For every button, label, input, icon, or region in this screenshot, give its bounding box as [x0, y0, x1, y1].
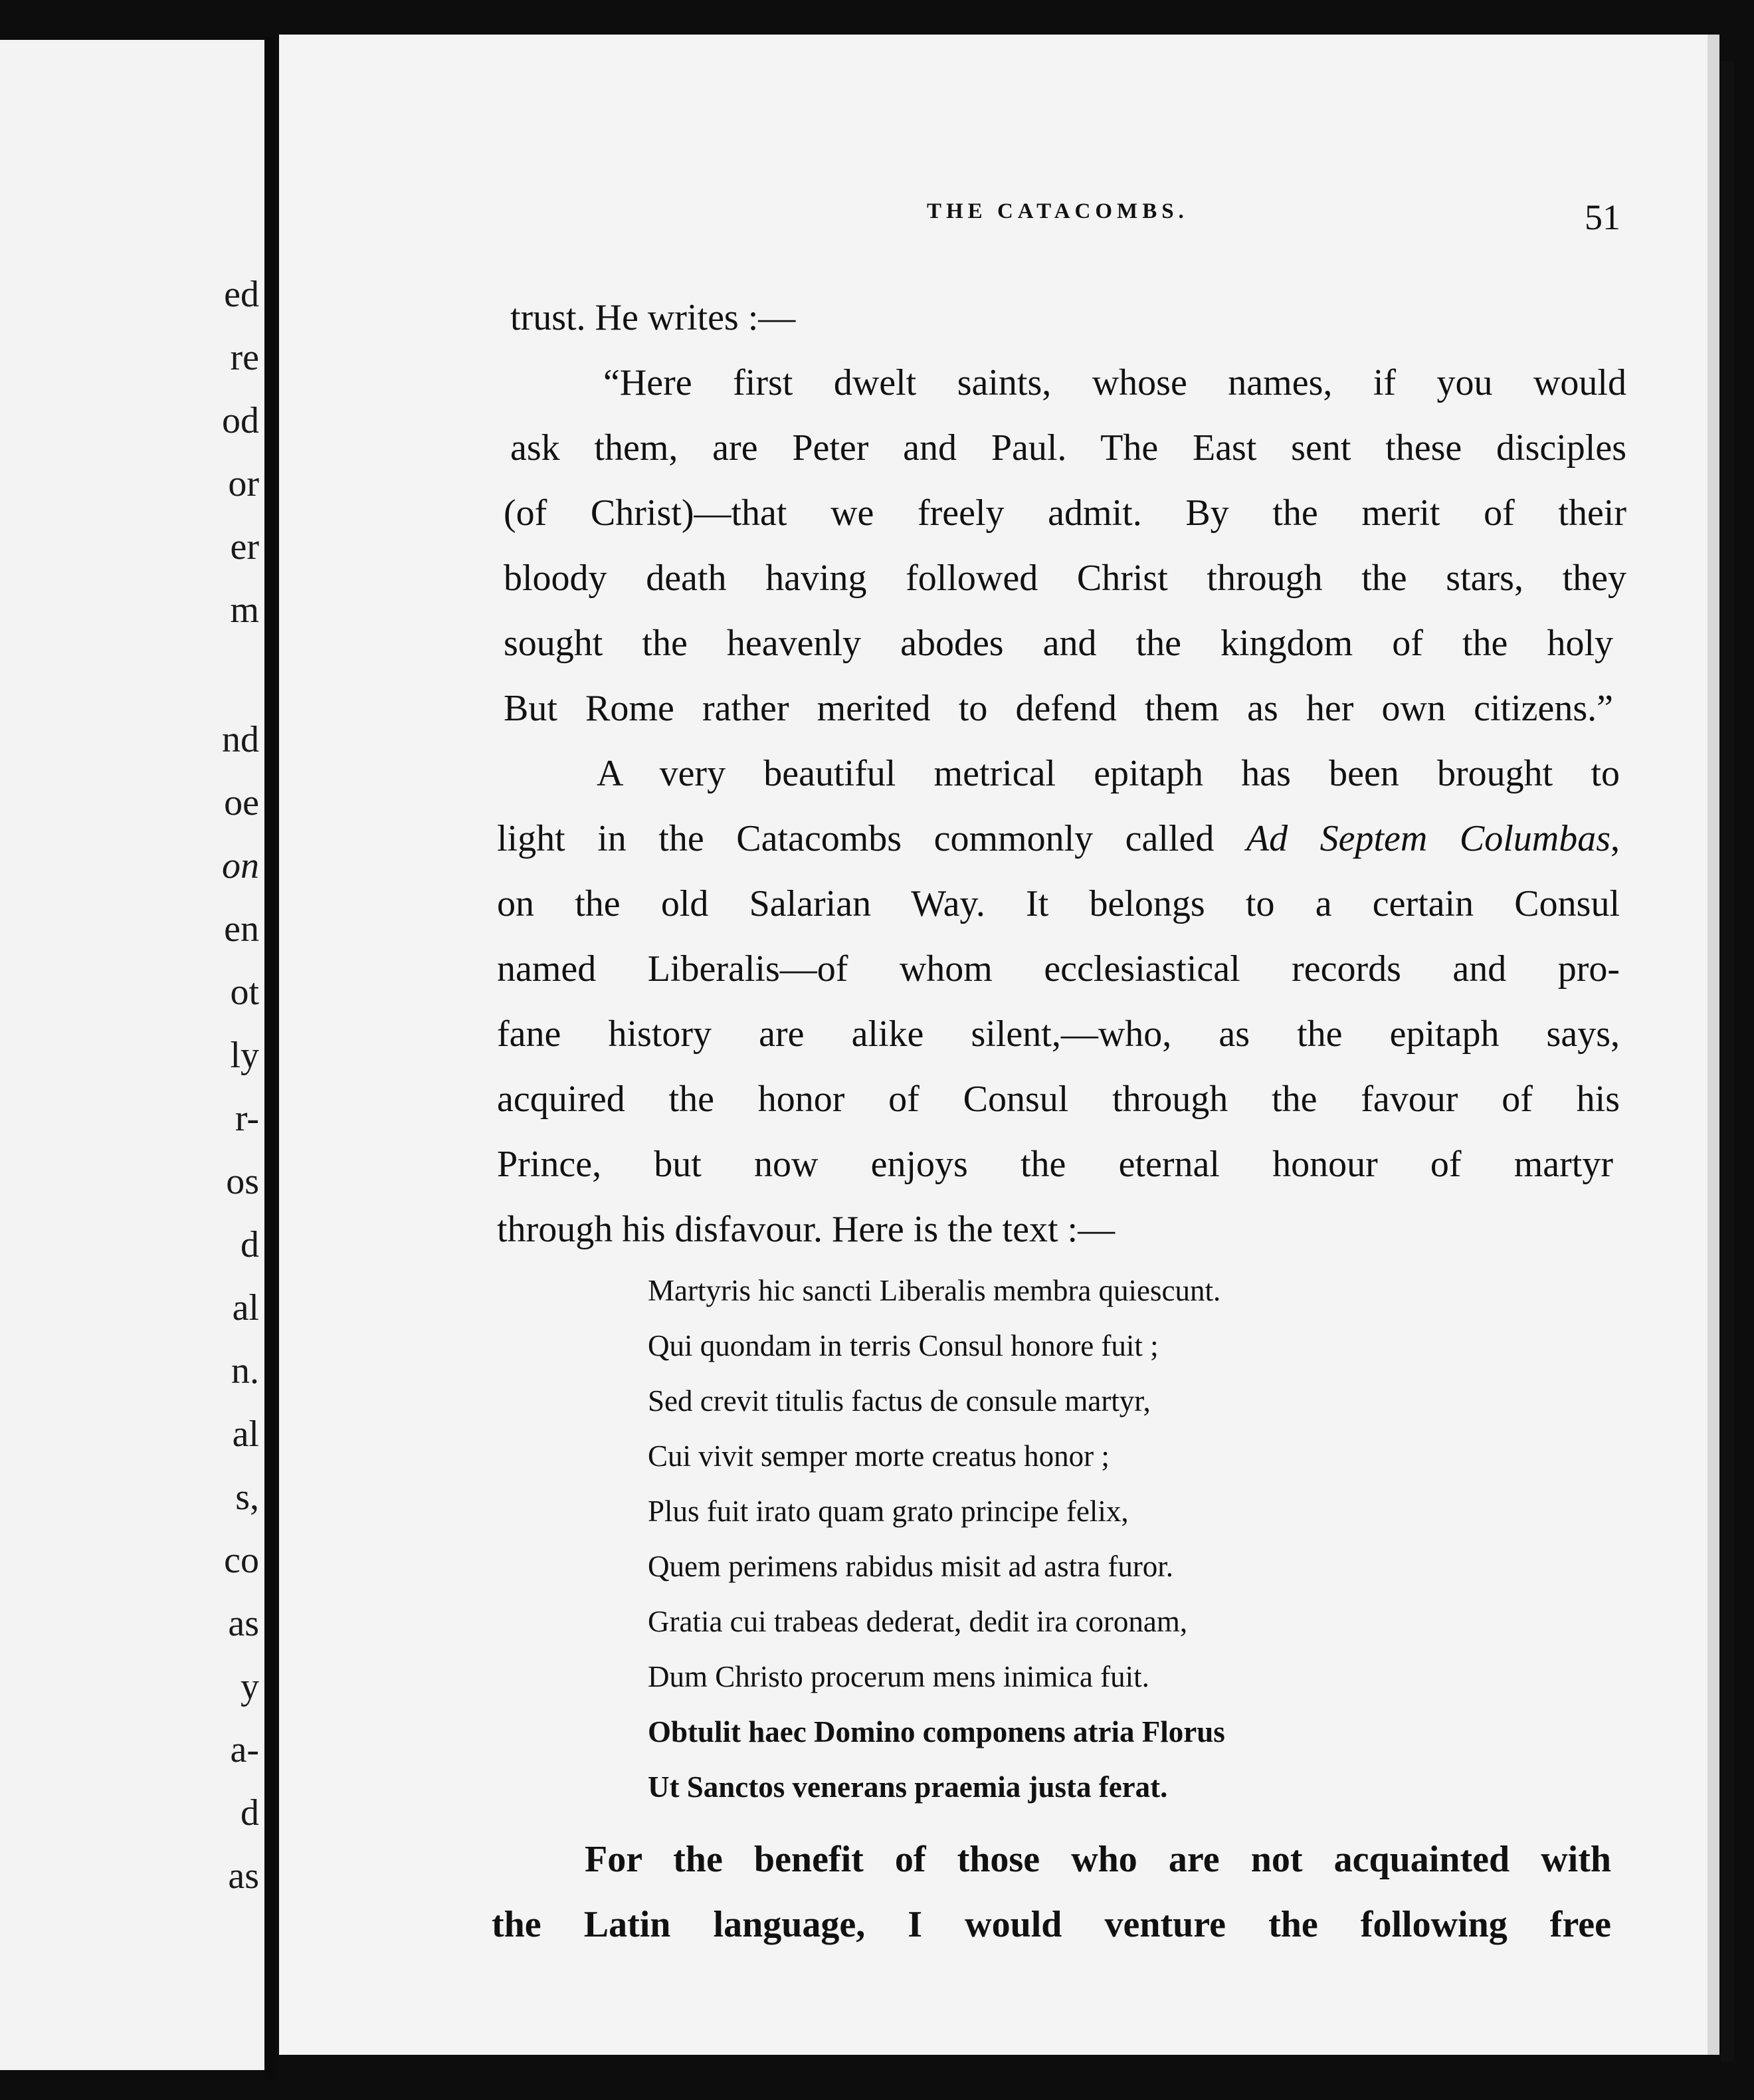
prev-page-fragment: re [230, 337, 259, 378]
book-gutter [264, 37, 276, 2080]
prev-page-fragment: co [224, 1540, 259, 1581]
prev-page-fragment: n. [231, 1350, 259, 1392]
text-line: bloody death having followed Christ through the stars, they [504, 558, 1626, 599]
text-line: Prince, but now enjoys the eternal honour of martyr [497, 1144, 1613, 1185]
italic-place-name: Ad Septem Columbas [1246, 818, 1610, 859]
text-line: But Rome rather merited to defend them as her own citizens.” [504, 688, 1613, 729]
prev-page-fragment: oe [224, 782, 259, 823]
prev-page-fragment: a- [230, 1729, 259, 1770]
verse-line: Gratia cui trabeas dederat, dedit ira coronam, [648, 1605, 1188, 1638]
prev-page-fragment: ot [230, 972, 259, 1013]
prev-page-fragment: od [222, 400, 259, 441]
page-edge-shadow [1721, 61, 1734, 2061]
verse-line: Dum Christo procerum mens inimica fuit. [648, 1660, 1149, 1693]
prev-page-fragment: nd [222, 719, 259, 760]
prev-page-fragment: ly [230, 1035, 259, 1076]
text-line: For the benefit of those who are not acquainted with [585, 1839, 1611, 1880]
text-line: on the old Salarian Way. It belongs to a certain Consul [497, 883, 1620, 924]
prev-page-fragment: s, [235, 1477, 259, 1518]
prev-page-fragment: r- [235, 1098, 259, 1139]
verse-line: Obtulit haec Domino componens atria Florus [648, 1715, 1225, 1748]
prev-page-fragment: al [232, 1414, 259, 1455]
text-line: A very beautiful metrical epitaph has been brought to [597, 753, 1620, 794]
page-number: 51 [1585, 197, 1620, 237]
text-line: through his disfavour. Here is the text :— [497, 1209, 1116, 1250]
text-line: trust. He writes :— [510, 297, 796, 338]
prev-page-fragment: os [226, 1161, 259, 1202]
verse-line: Martyris hic sancti Liberalis membra quiescunt. [648, 1274, 1221, 1307]
prev-page-fragment: ed [224, 274, 259, 315]
prev-page-fragment: en [224, 908, 259, 950]
prev-page-fragment: as [228, 1855, 259, 1897]
prev-page-fragment: al [232, 1287, 259, 1328]
verse-line: Plus fuit irato quam grato principe felix, [648, 1495, 1129, 1528]
verse-line: Qui quondam in terris Consul honore fuit ; [648, 1329, 1159, 1362]
prev-page-fragment: as [228, 1603, 259, 1644]
prev-page-fragment: d [241, 1224, 259, 1265]
text-line: (of Christ)—that we freely admit. By the merit of their [504, 492, 1626, 534]
verse-line: Ut Sanctos venerans praemia justa ferat. [648, 1770, 1168, 1804]
verse-line: Sed crevit titulis factus de consule martyr, [648, 1384, 1151, 1418]
text-line: sought the heavenly abodes and the kingdom of the holy [504, 623, 1613, 664]
text-line: light in the Catacombs commonly called Ad Septem Columbas, [497, 818, 1620, 859]
prev-page-fragment: y [241, 1666, 259, 1707]
prev-page-fragment: er [230, 526, 259, 568]
prev-page-fragment: d [241, 1792, 259, 1834]
verse-line: Quem perimens rabidus misit ad astra furor. [648, 1550, 1174, 1583]
verse-line: Cui vivit semper morte creatus honor ; [648, 1439, 1110, 1473]
previous-page-margin [0, 40, 264, 2070]
prev-page-fragment: m [230, 589, 259, 631]
text-line: “Here first dwelt saints, whose names, if you would [603, 362, 1626, 403]
text-line: named Liberalis—of whom ecclesiastical records and pro- [497, 948, 1620, 990]
text-line: fane history are alike silent,—who, as the epitaph says, [497, 1013, 1620, 1055]
text-line: the Latin language, I would venture the following free [492, 1904, 1611, 1945]
text-line: acquired the honor of Consul through the favour of his [497, 1079, 1620, 1120]
running-head: THE CATACOMBS. [927, 199, 1189, 223]
prev-page-fragment: or [228, 463, 259, 504]
text-line: ask them, are Peter and Paul. The East sent these disciples [510, 427, 1626, 469]
prev-page-fragment: on [222, 845, 259, 887]
